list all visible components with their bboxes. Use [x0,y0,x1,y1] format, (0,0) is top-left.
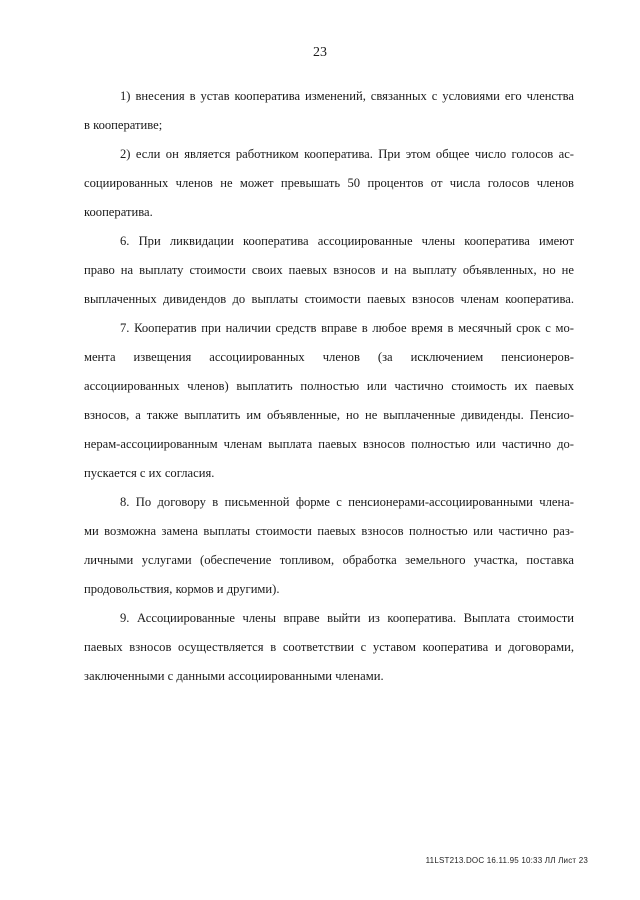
text-line: 2) если он является работником кооператива. При этом общее число голосов ас- [120,147,574,161]
text-line: нерам-ассоциированным членам выплата паевых взносов полностью или частично до- [84,437,574,451]
text-line: паевых взносов осуществляется в соответствии с уставом кооператива и договорами, [84,640,574,654]
text-line: пускается с их согласия. [84,466,215,480]
text-line: личными услугами (обеспечение топливом, обработка земельного участка, поставка [84,553,574,567]
text-line: ассоциированных членов) выплатить полностью или частично стоимость их паевых [84,379,574,393]
text-line: 7. Кооператив при наличии средств вправе в любое время в месячный срок с мо- [120,321,574,335]
document-body [84,82,574,691]
text-line: взносов, а также выплатить им объявленные, но не выплаченные дивиденды. Пенсио- [84,408,574,422]
text-line: социированных членов не может превышать 50 процентов от числа голосов членов [84,176,574,190]
text-line: выплаченных дивидендов до выплаты стоимости паевых взносов членам кооператива. [84,292,574,306]
text-line: 1) внесения в устав кооператива изменений, связанных с условиями его членства [120,89,574,103]
text-line: 8. По договору в письменной форме с пенсионерами-ассоциированными члена- [120,495,574,509]
text-line: кооператива. [84,205,153,219]
text-line: мента извещения ассоциированных членов (за исключением пенсионеров- [84,350,574,364]
text-line: 6. При ликвидации кооператива ассоциированные члены кооператива имеют [120,234,574,248]
text-line: ми возможна замена выплаты стоимости паевых взносов полностью или частично раз- [84,524,574,538]
text-line: право на выплату стоимости своих паевых взносов и на выплату объявленных, но не [84,263,574,277]
document-footer: 11LST213.DOC 16.11.95 10:33 ЛЛ Лист 23 [425,856,588,865]
text-line: 9. Ассоциированные члены вправе выйти из кооператива. Выплата стоимости [120,611,574,625]
text-line: продовольствия, кормов и другими). [84,582,280,596]
text-line: в кооперативе; [84,118,163,132]
page-number: 23 [313,45,327,60]
text-line: заключенными с данными ассоциированными членами. [84,669,384,683]
